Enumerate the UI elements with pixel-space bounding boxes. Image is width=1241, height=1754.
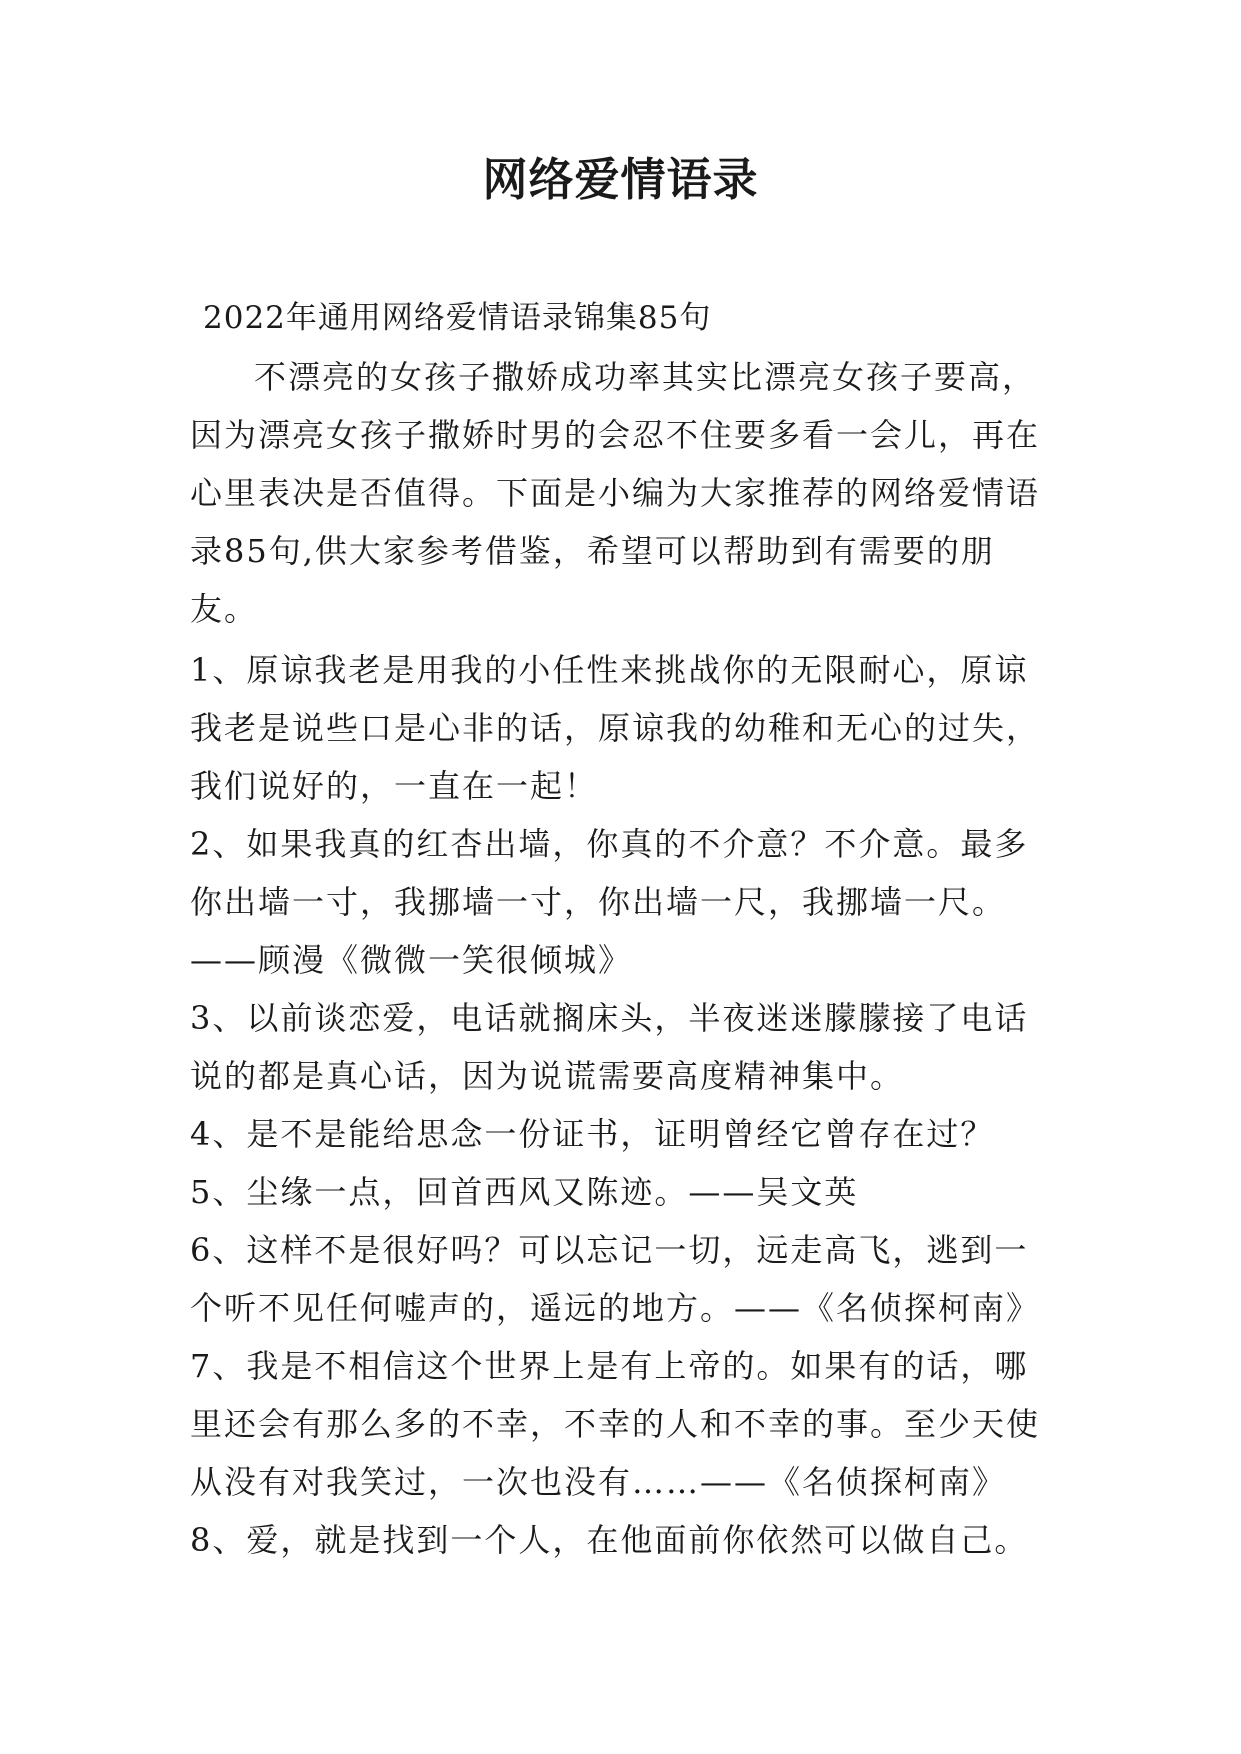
list-item: 7、我是不相信这个世界上是有上帝的。如果有的话，哪里还会有那么多的不幸，不幸的人和不幸的事。至少天使从没有对我笑过，一次也没有……——《名侦探柯南》: [190, 1347, 1041, 1501]
list-item: 1、原谅我老是用我的小任性来挑战你的无限耐心，原谅我老是说些口是心非的话，原谅我的幼稚和无心的过失，我们说好的，一直在一起！: [190, 651, 1041, 805]
list-item: 6、这样不是很好吗？可以忘记一切，远走高飞，逃到一个听不见任何嘘声的，遥远的地方。——《名侦探柯南》: [190, 1231, 1041, 1327]
list-item: 8、爱，就是找到一个人，在他面前你依然可以做自己。: [190, 1521, 1029, 1559]
list-item: 4、是不是能给思念一份证书，证明曾经它曾存在过？: [190, 1115, 995, 1153]
list-item: 2、如果我真的红杏出墙，你真的不介意？不介意。最多你出墙一寸，我挪墙一寸，你出墙一尺，我挪墙一尺。——顾漫《微微一笑很倾城》: [190, 825, 1029, 979]
quote-list: [190, 641, 1060, 1569]
intro-paragraph: 不漂亮的女孩子撒娇成功率其实比漂亮女孩子要高，因为漂亮女孩子撒娇时男的会忍不住要多看一会儿，再在心里表决是否值得。下面是小编为大家推荐的网络爱情语录85句,供大家参考借鉴，希望可以帮助到有需要的朋友。: [190, 358, 1041, 628]
list-item: 3、以前谈恋爱，电话就搁床头，半夜迷迷朦朦接了电话说的都是真心话，因为说谎需要高度精神集中。: [190, 999, 1029, 1095]
document-title: 网络爱情语录: [482, 153, 759, 206]
document-subtitle: 2022年通用网络爱情语录锦集85句: [203, 300, 712, 336]
list-item: 5、尘缘一点，回首西风又陈迹。——吴文英: [190, 1173, 859, 1211]
